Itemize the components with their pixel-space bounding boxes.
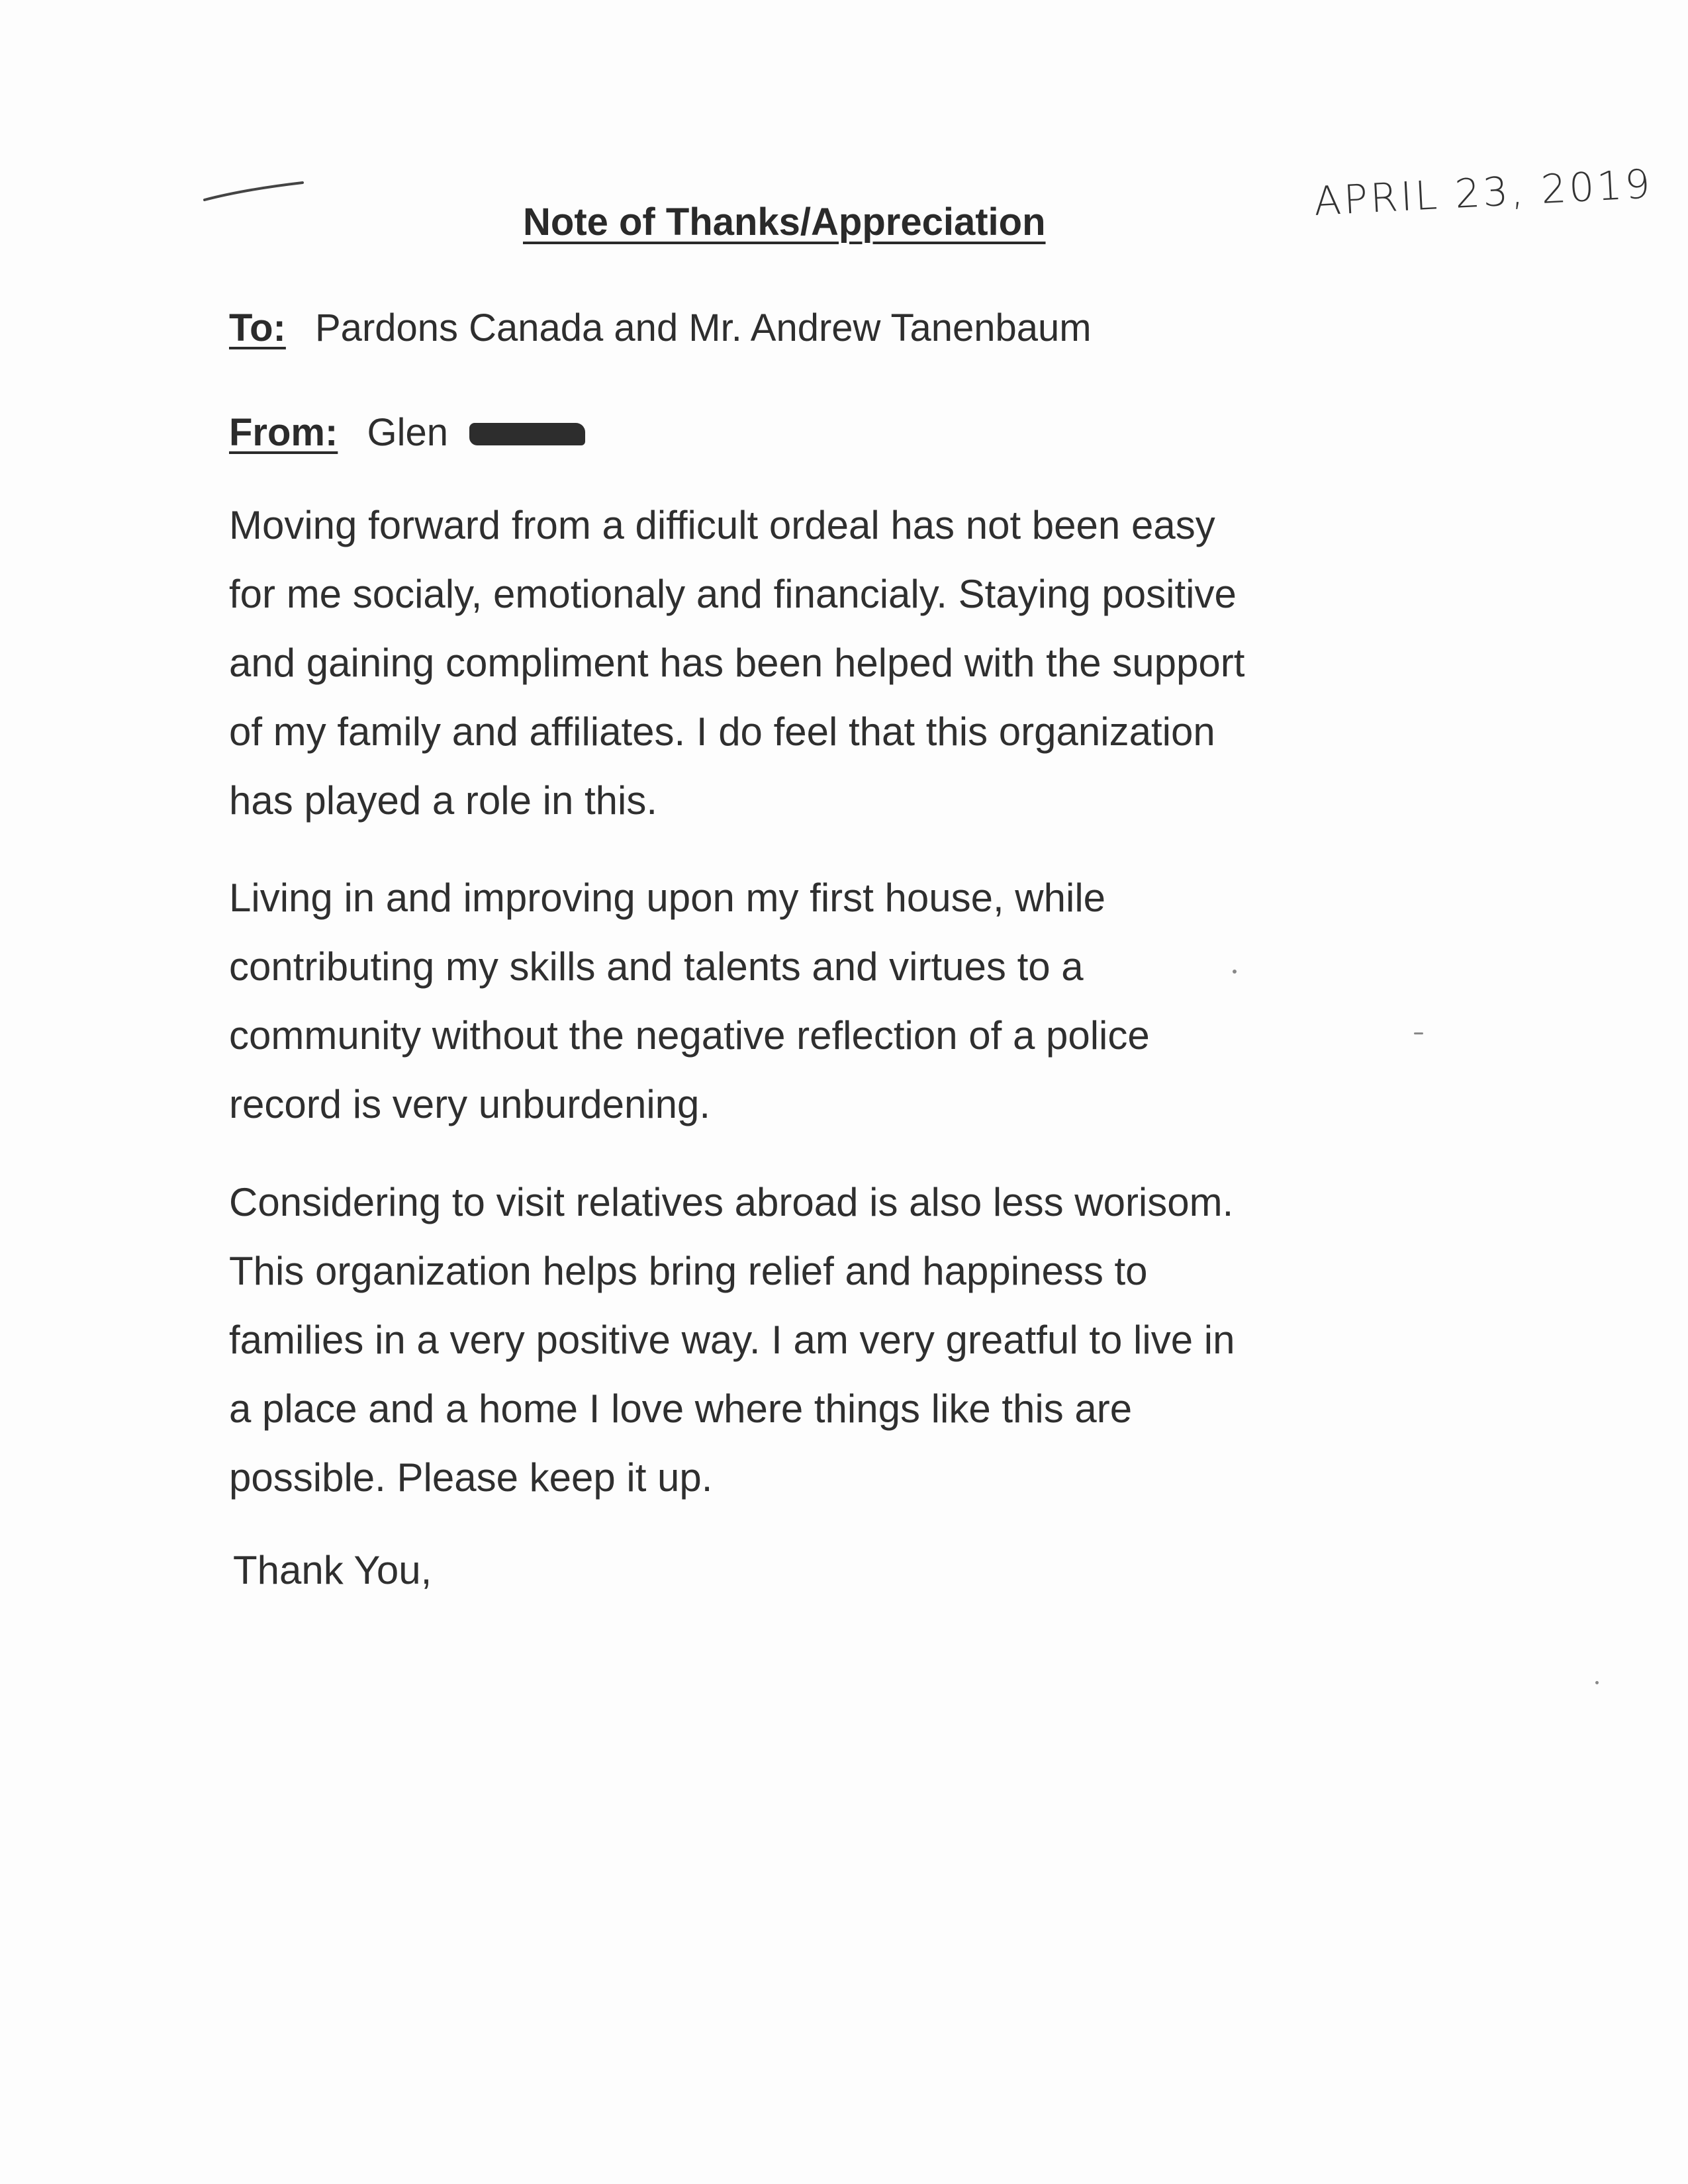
from-value: Glen [367,411,448,454]
stray-pen-mark [202,179,308,205]
paragraph-line: Moving forward from a difficult ordeal has not been easy [229,503,1215,547]
from-field [229,410,585,455]
paragraph-line: This organization helps bring relief and happiness to [229,1249,1148,1293]
paragraph-line: of my family and affiliates. I do feel that this organization [229,709,1215,754]
paragraph-line: for me socialy, emotionaly and financialy. Staying positive [229,572,1237,616]
letter-title: Note of Thanks/Appreciation [523,201,1046,244]
paragraph-line: Living in and improving upon my first house, while [229,876,1106,920]
to-value: Pardons Canada and Mr. Andrew Tanenbaum [315,306,1092,349]
paragraph-line: possible. Please keep it up. [229,1455,713,1500]
paragraph-line: has played a role in this. [229,778,658,823]
paragraph-2 [229,864,1447,1139]
to-label: To: [229,306,286,349]
paragraph-line: community without the negative reflection of a police [229,1013,1150,1058]
from-label: From: [229,411,338,454]
redacted-surname [469,423,585,445]
scan-speck [1233,970,1237,974]
paragraph-line: and gaining compliment has been helped with the support [229,641,1245,685]
to-field [229,306,1092,350]
paragraph-1 [229,491,1447,835]
paragraph-line: Considering to visit relatives abroad is also less worisom. [229,1180,1234,1224]
paragraph-line: contributing my skills and talents and virtues to a [229,944,1084,989]
paragraph-line: a place and a home I love where things like this are [229,1387,1133,1431]
paragraph-line: record is very unburdening. [229,1082,711,1126]
closing-text: Thank You, [233,1548,432,1592]
paragraph-3 [229,1168,1447,1512]
handwritten-date: APRIL 23, 2019 [1313,161,1654,225]
paragraph-line: families in a very positive way. I am very greatful to live in [229,1318,1235,1362]
scan-speck [1595,1681,1599,1684]
scan-speck [1414,1032,1423,1034]
